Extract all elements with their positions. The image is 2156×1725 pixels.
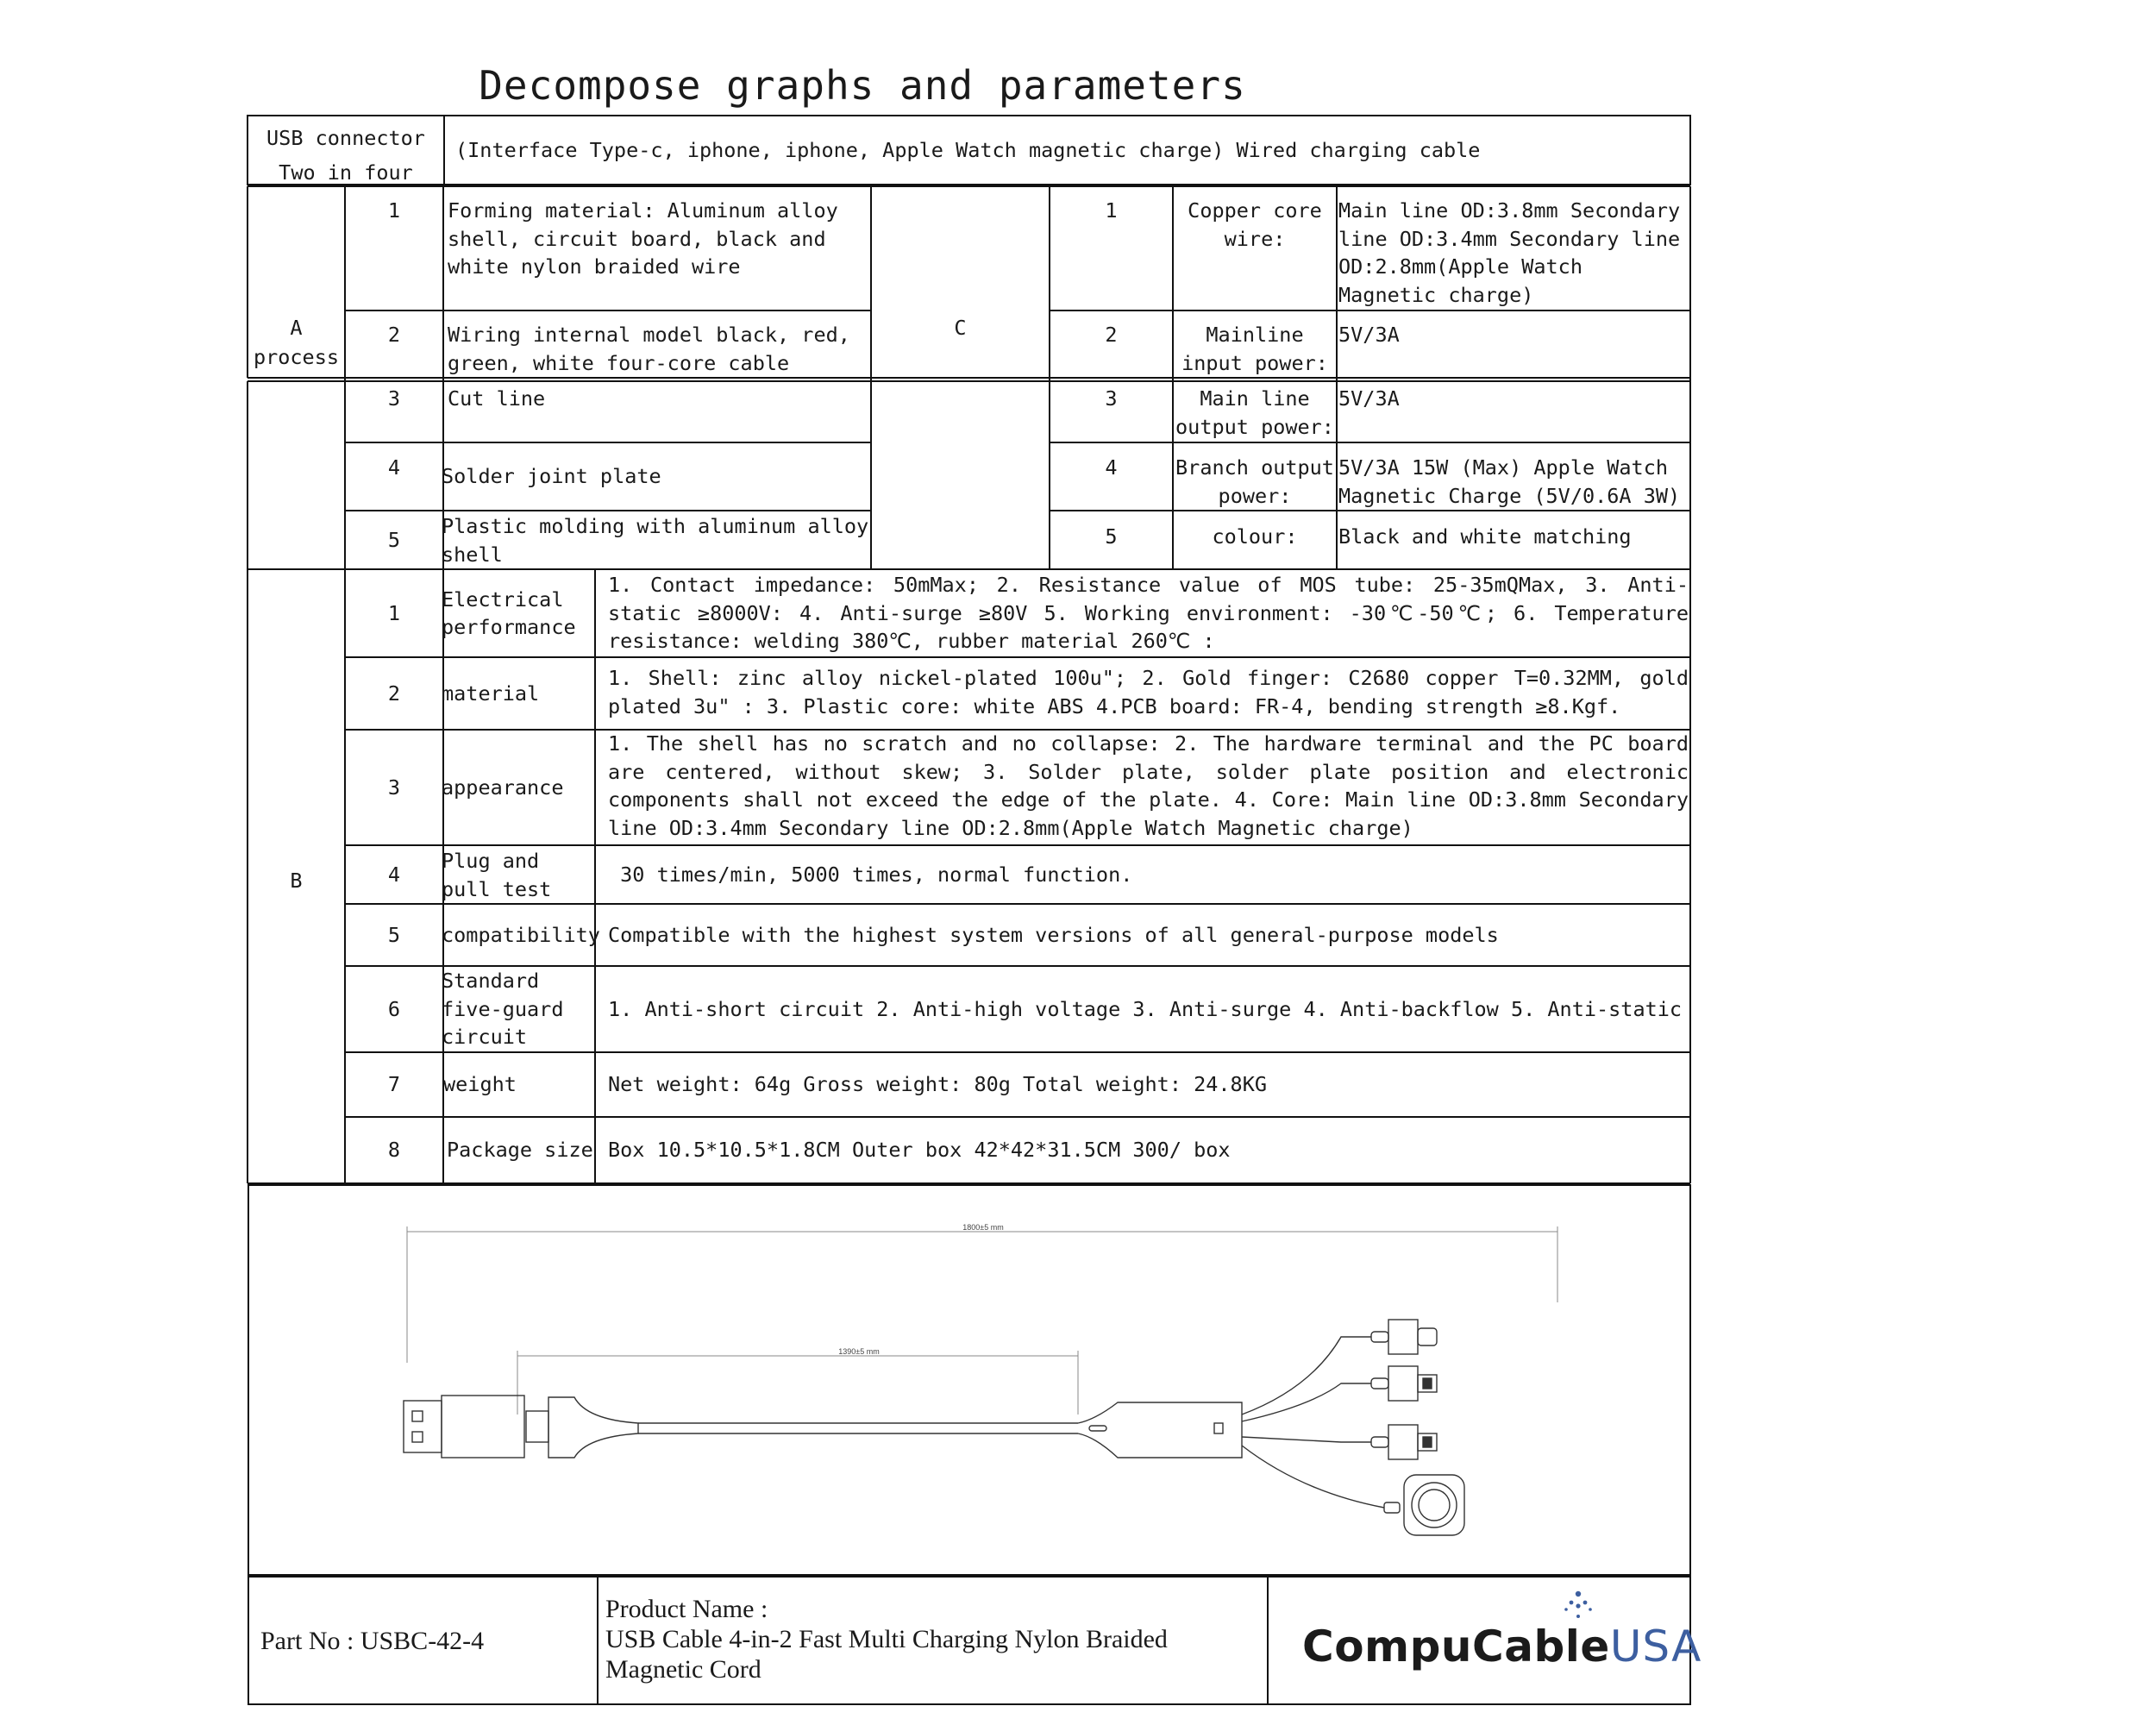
company-logo	[1268, 1577, 1702, 1704]
section-b-label: B	[290, 869, 303, 893]
part-number: Part No : USBC-42-4	[260, 1626, 485, 1655]
process-step-text: Plastic molding with aluminum alloy shell	[442, 514, 869, 567]
row-number: 4	[1105, 455, 1118, 480]
spec-value: Black and white matching	[1338, 524, 1632, 549]
spec-value: 30 times/min, 5000 times, normal function.	[608, 862, 1133, 887]
section-a-label: A process	[253, 316, 340, 369]
row-number: 5	[387, 528, 401, 552]
spec-value: 5V/3A	[1338, 386, 1400, 411]
header-description: (Interface Type-c, iphone, iphone, Apple Watch magnetic charge) Wired charging cable	[455, 137, 1481, 162]
spec-name: Plug and pull test	[442, 849, 552, 901]
process-step-text: Cut line	[448, 386, 546, 411]
row-number: 5	[387, 922, 401, 947]
product-name-block	[605, 1594, 1261, 1684]
row-number: 8	[387, 1138, 401, 1163]
spec-value: 5V/3A 15W (Max) Apple Watch Magnetic Charge (5V/0.6A 3W)	[1338, 455, 1681, 508]
total-length-label: 1800±5 mm	[962, 1223, 1004, 1232]
spec-name: Standard five-guard circuit	[442, 969, 564, 1049]
spec-name: compatibility	[442, 922, 600, 947]
row-number: 1	[1105, 198, 1118, 223]
row-number: 7	[387, 1072, 401, 1097]
process-step-text: Wiring internal model black, red, green, white four-core cable	[448, 323, 850, 375]
spec-name: appearance	[442, 775, 564, 800]
row-number: 3	[1105, 386, 1118, 411]
spec-name: colour:	[1212, 524, 1298, 549]
page-title: Decompose graphs and parameters	[479, 62, 1246, 109]
spec-value: Box 10.5*10.5*1.8CM Outer box 42*42*31.5CM 300/ box	[608, 1138, 1231, 1163]
logo-text-accent: USA	[1609, 1622, 1702, 1672]
row-number: 3	[387, 775, 401, 800]
cable-technical-drawing	[379, 1208, 1587, 1570]
spec-name: Copper core wire:	[1188, 198, 1322, 251]
spec-value: 1. The shell has no scratch and no collapse: 2. The hardware terminal and the PC board are centered, without skew; 3. Solder plate, solder plate position and electronic components shall not exceed the edge of the plate. 4. Core: Main line OD:3.8mm Secondary line OD:3.4mm Secondary line OD:2.8mm(Apple Watch Magnetic charge)	[608, 731, 1689, 840]
spec-value: 5V/3A	[1338, 323, 1400, 347]
spec-value: 1. Anti-short circuit 2. Anti-high voltage 3. Anti-surge 4. Anti-backflow 5. Anti-static	[608, 996, 1683, 1021]
row-number: 1	[387, 198, 401, 223]
product-name-label: Product Name :	[605, 1595, 768, 1623]
header-connector-label: USB connector Two in four	[266, 126, 425, 185]
row-number: 2	[1105, 323, 1118, 347]
row-number: 1	[387, 600, 401, 625]
row-number: 3	[387, 386, 401, 411]
row-number: 4	[387, 455, 401, 480]
product-name: USB Cable 4-in-2 Fast Multi Charging Nylon Braided Magnetic Cord	[605, 1625, 1168, 1684]
spec-name: Main line output power:	[1175, 386, 1334, 439]
process-step-text: Solder joint plate	[442, 464, 661, 489]
spec-value: 1. Contact impedance: 50mMax; 2. Resistance value of MOS tube: 25-35mQMax, 3. Anti-static ≥8000V: 4. Anti-surge ≥80V 5. Working environment: -30℃-50℃; 6. Temperature resistance: welding 380℃, rubber material 260℃ :	[608, 573, 1689, 653]
row-number: 2	[387, 681, 401, 706]
spec-value: Compatible with the highest system versions of all general-purpose models	[608, 922, 1499, 947]
spec-name: material	[442, 681, 540, 706]
row-number: 5	[1105, 524, 1118, 549]
spec-name: Package size	[447, 1138, 593, 1163]
row-number: 2	[387, 323, 401, 347]
row-number: 4	[387, 862, 401, 887]
spec-value: 1. Shell: zinc alloy nickel-plated 100u"; 2. Gold finger: C2680 copper T=0.32MM, gold plated 3u" : 3. Plastic core: white ABS 4.PCB board: FR-4, bending strength ≥8.Kgf.	[608, 666, 1689, 718]
spec-name: Branch output power:	[1175, 455, 1334, 508]
main-length-label: 1390±5 mm	[838, 1347, 880, 1356]
section-c-label: C	[954, 316, 967, 340]
logo-text-main: CompuCable	[1302, 1622, 1610, 1672]
spec-name: weight	[443, 1072, 517, 1097]
process-step-text: Forming material: Aluminum alloy shell, circuit board, black and white nylon braided wire	[448, 198, 838, 279]
spec-value: Net weight: 64g Gross weight: 80g Total weight: 24.8KG	[608, 1072, 1268, 1097]
spec-value: Main line OD:3.8mm Secondary line OD:3.4mm Secondary line OD:2.8mm(Apple Watch Magnetic charge)	[1338, 198, 1681, 307]
spec-name: Mainline input power:	[1181, 323, 1328, 375]
spec-name: Electrical performance	[442, 586, 576, 639]
row-number: 6	[387, 996, 401, 1021]
